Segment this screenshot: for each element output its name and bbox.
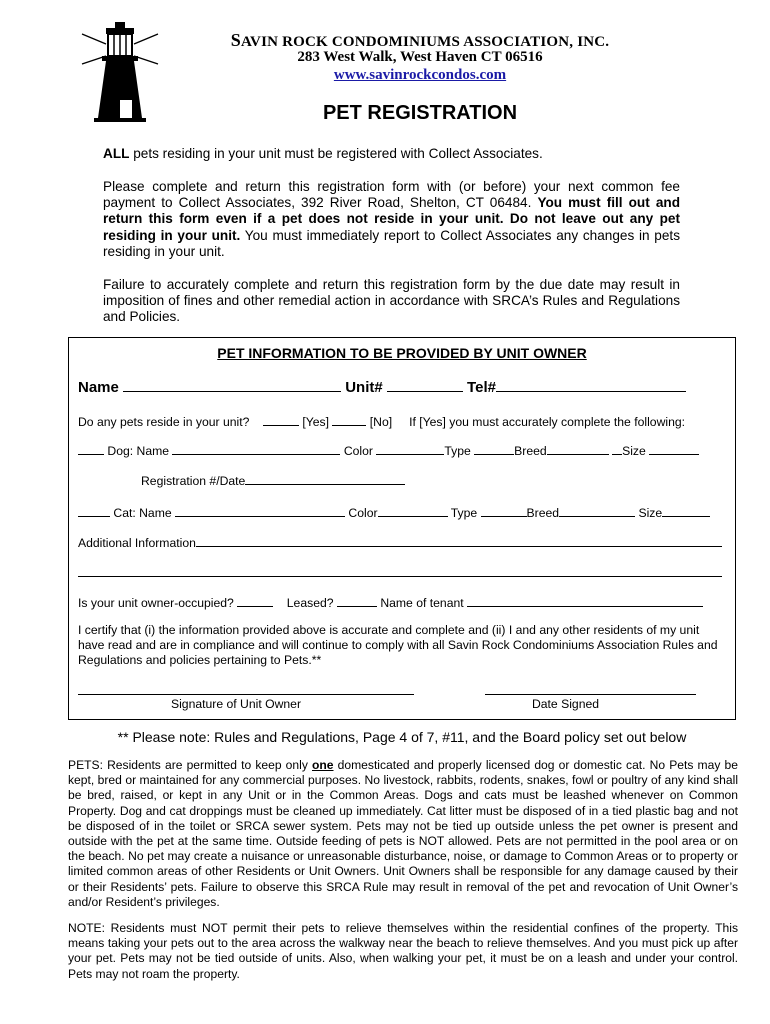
certification-text: I certify that (i) the information provided above is accurate and complete and (ii) I and any other residents of my unit have read and are in compliance and will continue to comply with all Savin Rock Condominiums Association Rules and Regulations and policies pertaining to Pets.** <box>78 623 718 667</box>
dog-check-field[interactable] <box>78 441 104 455</box>
registration-field[interactable] <box>245 471 405 485</box>
org-address: 283 West Walk, West Haven CT 06516 <box>297 49 543 65</box>
org-name: SAVIN ROCK CONDOMINIUMS ASSOCIATION, INC. <box>230 30 610 50</box>
pets-rule-text: PETS: Residents are permitted to keep only one domesticated and properly licensed dog or domestic cat. No Pets may be kept, bred or maintained for any commercial purposes. No livestock, rabbits, rodents, snakes, fowl or poultry of any kind shall be bred, raised, or kept in any Unit or in the Common Areas. Dogs and cats must be leashed whenever on Common Property. Dog and cat droppings must be cleaned up immediately. Cat litter must be disposed of in a tied plastic bag and not be disposed of in the toilet or SRCA sewer system. Pets may not be tied up outside unless the pet owner is present and outside with the pet at the same time. Outside feeding of pets is NOT allowed. Pets are not permitted in the pool area or on the beach. No pet may create a nuisance or unreasonable disturbance, noise, or damage to Common Areas or to property or limited common areas of other Residents or Unit Owners. Unit Owners shall be responsible for any damage caused by their or their Residents’ pets. Failure to observe this SRCA Rule may result in removal of the pet and revocation of Unit Owner’s and/or Resident’s privileges. <box>68 758 738 909</box>
lighthouse-logo <box>78 20 162 124</box>
dog-name-field[interactable] <box>172 441 340 455</box>
intro-paragraph-1: ALL pets residing in your unit must be registered with Collect Associates. <box>103 146 543 161</box>
form-heading: PET INFORMATION TO BE PROVIDED BY UNIT OWNER <box>217 345 587 361</box>
cat-color-field[interactable] <box>378 503 448 517</box>
additional-info-line-2[interactable] <box>78 576 722 577</box>
name-label: Name <box>78 379 119 396</box>
unit-field[interactable] <box>387 378 463 392</box>
owner-occupied-field[interactable] <box>237 593 273 607</box>
signature-field[interactable] <box>78 694 414 695</box>
cat-name-field[interactable] <box>175 503 345 517</box>
date-field[interactable] <box>485 694 696 695</box>
cat-row: Cat: Name Color Type Breed Size <box>78 503 710 520</box>
pets-question-row: Do any pets reside in your unit? [Yes] [No] If [Yes] you must accurately complete the following: <box>78 412 685 429</box>
cat-size-field[interactable] <box>662 503 710 517</box>
org-website-link[interactable]: www.savinrockcondos.com <box>333 67 507 83</box>
tel-field[interactable] <box>496 378 686 392</box>
owner-info-row <box>78 378 686 396</box>
no-field[interactable] <box>332 412 366 426</box>
unit-label: Unit# <box>345 379 383 396</box>
tenant-name-field[interactable] <box>467 593 703 607</box>
dog-color-field[interactable] <box>376 441 444 455</box>
intro-paragraph-3: Failure to accurately complete and return this registration form by the due date may result in imposition of fines and other remedial action in accordance with SRCA’s Rules and Regulations and Policies. <box>103 277 680 325</box>
date-label: Date Signed <box>531 697 600 711</box>
yes-field[interactable] <box>263 412 299 426</box>
name-field[interactable] <box>123 378 341 392</box>
cat-check-field[interactable] <box>78 503 110 517</box>
registration-row: Registration #/Date <box>141 471 405 488</box>
additional-info-row: Additional Information <box>78 533 722 550</box>
dog-breed-field[interactable] <box>547 441 609 455</box>
signature-label: Signature of Unit Owner <box>170 697 302 711</box>
tel-label: Tel# <box>467 379 496 396</box>
cat-breed-field[interactable] <box>559 503 635 517</box>
page-title: PET REGISTRATION <box>322 102 518 124</box>
dog-row: Dog: Name Color Type Breed Size <box>78 441 699 458</box>
intro-paragraph-2: Please complete and return this registration form with (or before) your next common fee payment to Collect Associates, 392 River Road, Shelton, CT 06484. You must fill out and return this form even if a pet does not reside in your unit. Do not leave out any pet residing in your unit. You must immediately report to Collect Associates any changes in pets residing in your unit. <box>103 179 680 259</box>
additional-info-field[interactable] <box>196 533 722 547</box>
cat-type-field[interactable] <box>481 503 527 517</box>
dog-type-field[interactable] <box>474 441 514 455</box>
occupancy-row: Is your unit owner-occupied? Leased? Name of tenant <box>78 593 703 610</box>
dog-size-blank[interactable] <box>612 441 622 455</box>
leased-field[interactable] <box>337 593 377 607</box>
dog-size-field[interactable] <box>649 441 699 455</box>
note-heading: ** Please note: Rules and Regulations, Page 4 of 7, #11, and the Board policy set out below <box>117 729 687 745</box>
note-policy-text: NOTE: Residents must NOT permit their pets to relieve themselves within the residential confines of the property. This means taking your pets out to the area across the walkway near the beach to relieve themselves. And you must pick up after your pet. Pets may not be tied outside of units. Also, when walking your pet, it must be on a leash and under your control. Pets may not roam the property. <box>68 921 738 981</box>
